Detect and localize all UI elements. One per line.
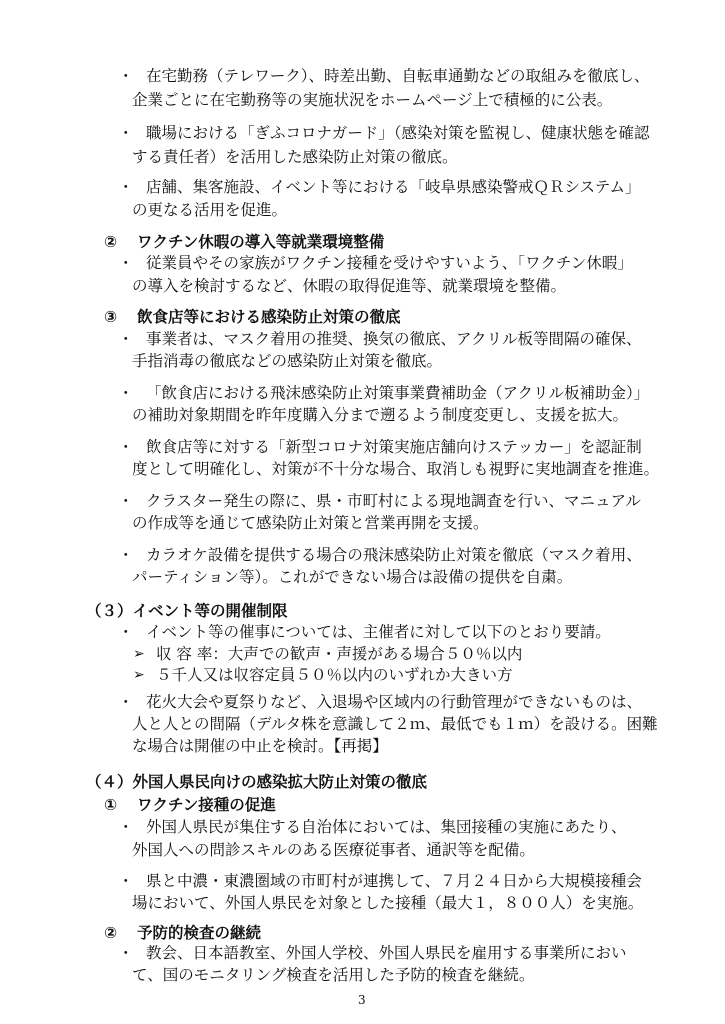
bullet-text: 人と人との間隔（デルタ株を意識して２ｍ、最低でも１ｍ）を設ける。困難 <box>132 715 658 733</box>
bullet-text: 職場における「ぎふコロナガード」（感染対策を監視し、健康状態を確認 <box>146 124 650 142</box>
arrow-mark: ➢ <box>133 667 145 683</box>
bullet-mark: ・ <box>118 178 134 196</box>
subsection-number: ① <box>104 796 118 814</box>
bullet-text: 飲食店等に対する「新型コロナ対策実施店舗向けステッカー」を認証制 <box>146 438 642 456</box>
condition-text: 収 容 率：大声での歓声・声援がある場合５０％以内 <box>156 645 523 663</box>
bullet-mark: ・ <box>118 438 134 456</box>
subsection-number: ③ <box>104 308 118 326</box>
bullet-text: な場合は開催の中止を検討。【再掲】 <box>132 737 388 755</box>
section-heading <box>86 772 427 792</box>
bullet-text: の導入を検討するなど、休暇の取得促進等、就業環境を整備。 <box>132 277 567 295</box>
bullet-text: 県と中濃・東濃圏域の市町村が連携して、７月２４日から大規模接種会 <box>146 872 642 890</box>
subsection-number: ② <box>104 233 118 251</box>
bullet-mark: ・ <box>118 384 134 402</box>
bullet-text: て、国のモニタリング検査を活用した予防的検査を継続。 <box>132 966 535 984</box>
bullet-text: パーティション等）。これができない場合は設備の提供を自粛。 <box>132 568 573 586</box>
subsection-title: ワクチン接種の促進 <box>137 796 276 814</box>
bullet-mark: ・ <box>118 944 134 962</box>
bullet-text: の更なる活用を促進。 <box>132 201 288 219</box>
bullet-text: 花火大会や夏祭りなど、入退場や区域内の行動管理ができないものは、 <box>146 693 643 711</box>
page-number: 3 <box>358 993 366 1007</box>
arrow-mark: ➢ <box>133 646 145 662</box>
section-title: 外国人県民向けの感染拡大防止対策の徹底 <box>132 773 428 791</box>
bullet-text: 店舗、集客施設、イベント等における「岐阜県感染警戒ＱＲシステム」 <box>146 178 641 196</box>
bullet-text: 企業ごとに在宅勤務等の実施状況をホームページ上で積極的に公表。 <box>132 91 613 109</box>
bullet-text: 手指消毒の徹底などの感染防止対策を徹底。 <box>132 352 443 370</box>
bullet-text: 在宅勤務（テレワーク）、時差出勤、自転車通勤などの取組みを徹底し、 <box>146 67 650 85</box>
bullet-mark: ・ <box>118 124 134 142</box>
bullet-text: 度として明確化し、対策が不十分な場合、取消しも視野に実地調査を推進。 <box>132 460 660 478</box>
subsection-title: 飲食店等における感染防止対策の徹底 <box>137 308 401 326</box>
bullet-text: クラスター発生の際に、県・市町村による現地調査を行い、マニュアル <box>146 492 641 510</box>
bullet-text: イベント等の催事については、主催者に対して以下のとおり要請。 <box>146 623 611 641</box>
bullet-text: カラオケ設備を提供する場合の飛沫感染防止対策を徹底（マスク着用、 <box>146 546 642 564</box>
bullet-text: の補助対象期間を昨年度購入分まで遡るよう制度変更し、支援を拡大。 <box>132 406 629 424</box>
bullet-mark: ・ <box>118 546 134 564</box>
bullet-text: 外国人への問診スキルのある医療従事者、通訳等を配備。 <box>132 841 535 859</box>
bullet-mark: ・ <box>118 872 134 890</box>
condition-text: ５千人又は収容定員５０％以内のいずれか大きい方 <box>156 666 513 684</box>
bullet-mark: ・ <box>118 693 134 711</box>
bullet-mark: ・ <box>118 67 134 85</box>
section-number: （４） <box>86 773 133 791</box>
bullet-text: 事業者は、マスク着用の推奨、換気の徹底、アクリル板等間隔の確保、 <box>146 330 642 348</box>
bullet-text: 従業員やその家族がワクチン接種を受けやすいよう、「ワクチン休暇」 <box>146 254 633 272</box>
section-heading <box>86 601 288 621</box>
subsection-number: ② <box>104 924 118 942</box>
section-number: （３） <box>86 602 133 620</box>
bullet-text: 教会、日本語教室、外国人学校、外国人県民を雇用する事業所におい <box>146 944 627 962</box>
section-title: イベント等の開催制限 <box>132 602 288 620</box>
bullet-text: の作成等を通じて感染防止対策と営業再開を支援。 <box>132 514 489 532</box>
subsection-title: ワクチン休暇の導入等就業環境整備 <box>137 233 385 251</box>
bullet-mark: ・ <box>118 623 134 641</box>
bullet-text: 「飲食店における飛沫感染防止対策事業費補助金（アクリル板補助金）」 <box>146 384 650 402</box>
bullet-text: 場において、外国人県民を対象とした接種（最大１，８００人）を実施。 <box>132 894 644 912</box>
bullet-text: 外国人県民が集住する自治体においては、集団接種の実施にあたり、 <box>146 818 627 836</box>
subsection-title: 予防的検査の継続 <box>137 924 262 942</box>
bullet-mark: ・ <box>118 818 134 836</box>
bullet-text: する責任者）を活用した感染防止対策の徹底。 <box>132 148 458 166</box>
bullet-mark: ・ <box>118 492 134 510</box>
bullet-mark: ・ <box>118 254 134 272</box>
bullet-mark: ・ <box>118 330 134 348</box>
